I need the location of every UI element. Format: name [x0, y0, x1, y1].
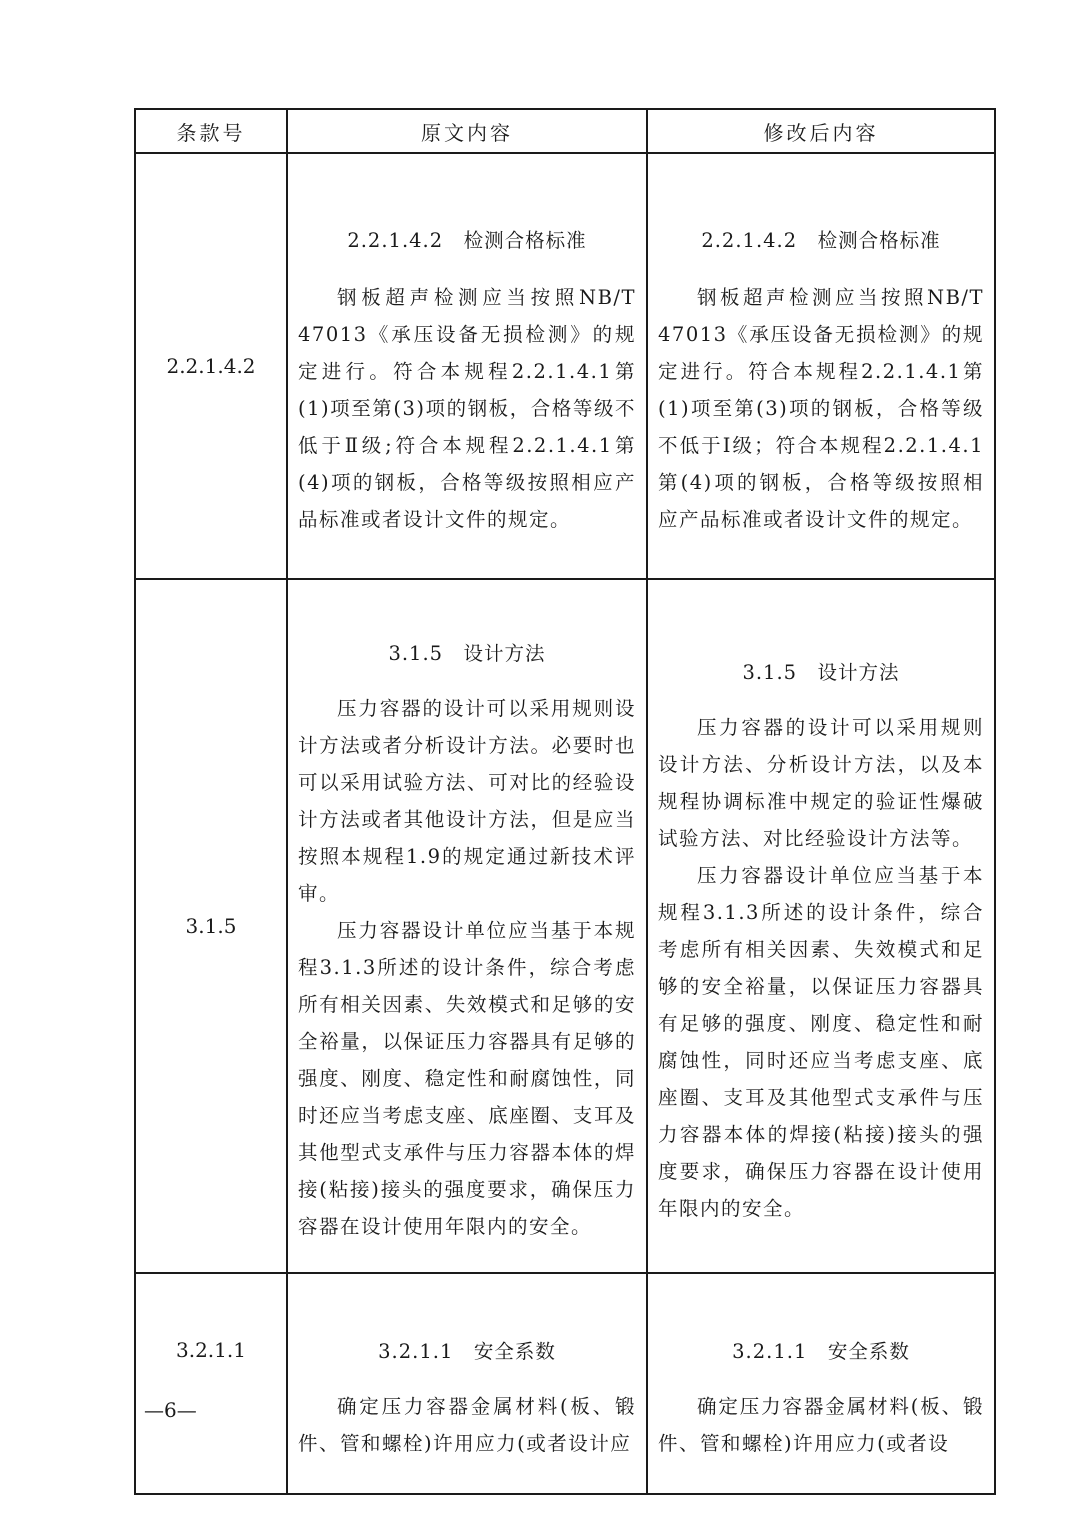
clause-number: 2.2.1.4.2	[135, 153, 287, 579]
paragraph: 确定压力容器金属材料(板、锻件、管和螺栓)许用应力(或者设	[658, 1395, 984, 1455]
paragraph: 压力容器的设计可以采用规则设计方法、分析设计方法，以及本规程协调标准中规定的验证性爆破试验方法、对比经验设计方法等。	[658, 715, 984, 850]
revised-content-cell	[647, 1273, 995, 1494]
section-heading: 2.2.1.4.2 检测合格标准	[347, 229, 587, 252]
table-row	[135, 1273, 995, 1494]
revised-content-cell	[647, 579, 995, 1273]
original-content-cell	[287, 579, 647, 1273]
paragraph: 钢板超声检测应当按照NB/T 47013《承压设备无损检测》的规定进行。符合本规程2.2.1.4.1第(1)项至第(3)项的钢板，合格等级不低于Ⅰ级；符合本规程2.2.1.4.1第(4)项的钢板，合格等级按照相应产品标准或者设计文件的规定。	[658, 286, 984, 531]
header-clause-number: 条款号	[135, 109, 287, 153]
paragraph: 确定压力容器金属材料(板、锻件、管和螺栓)许用应力(或者设计应	[298, 1395, 636, 1455]
section-heading: 3.2.1.1 安全系数	[378, 1340, 556, 1363]
section-heading: 3.1.5 设计方法	[742, 660, 900, 684]
paragraph: 钢板超声检测应当按照NB/T 47013《承压设备无损检测》的规定进行。符合本规程2.2.1.4.1第(1)项至第(3)项的钢板，合格等级不低于Ⅱ级;符合本规程2.2.1.4.1第(4)项的钢板，合格等级按照相应产品标准或者设计文件的规定。	[298, 286, 636, 531]
paragraph: 压力容器设计单位应当基于本规程3.1.3所述的设计条件，综合考虑所有相关因素、失效模式和足够的安全裕量，以保证压力容器具有足够的强度、刚度、稳定性和耐腐蚀性，同时还应当考虑支座、底座圈、支耳及其他型式支承件与压力容器本体的焊接(粘接)接头的强度要求，确保压力容器在设计使用年限内的安全。	[658, 863, 984, 1220]
table-row	[135, 153, 995, 579]
page-number: —6—	[144, 1398, 197, 1422]
clause-number: 3.2.1.1	[135, 1273, 287, 1494]
header-original-content: 原文内容	[287, 109, 647, 153]
original-content-cell	[287, 1273, 647, 1494]
paragraph: 压力容器设计单位应当基于本规程3.1.3所述的设计条件，综合考虑所有相关因素、失效模式和足够的安全裕量，以保证压力容器具有足够的强度、刚度、稳定性和耐腐蚀性，同时还应当考虑支座、底座圈、支耳及其他型式支承件与压力容器本体的焊接(粘接)接头的强度要求，确保压力容器在设计使用年限内的安全。	[298, 919, 636, 1238]
table-header-row	[135, 109, 995, 153]
section-heading: 3.2.1.1 安全系数	[732, 1340, 910, 1363]
revision-table	[134, 108, 996, 1495]
table-row	[135, 579, 995, 1273]
original-content-cell	[287, 153, 647, 579]
paragraph: 压力容器的设计可以采用规则设计方法或者分析设计方法。必要时也可以采用试验方法、可对比的经验设计方法或者其他设计方法，但是应当按照本规程1.9的规定通过新技术评审。	[298, 697, 636, 905]
clause-number: 3.1.5	[135, 579, 287, 1273]
revised-content-cell	[647, 153, 995, 579]
section-heading: 3.1.5 设计方法	[388, 642, 546, 665]
header-revised-content: 修改后内容	[647, 109, 995, 153]
section-heading: 2.2.1.4.2 检测合格标准	[701, 229, 941, 252]
